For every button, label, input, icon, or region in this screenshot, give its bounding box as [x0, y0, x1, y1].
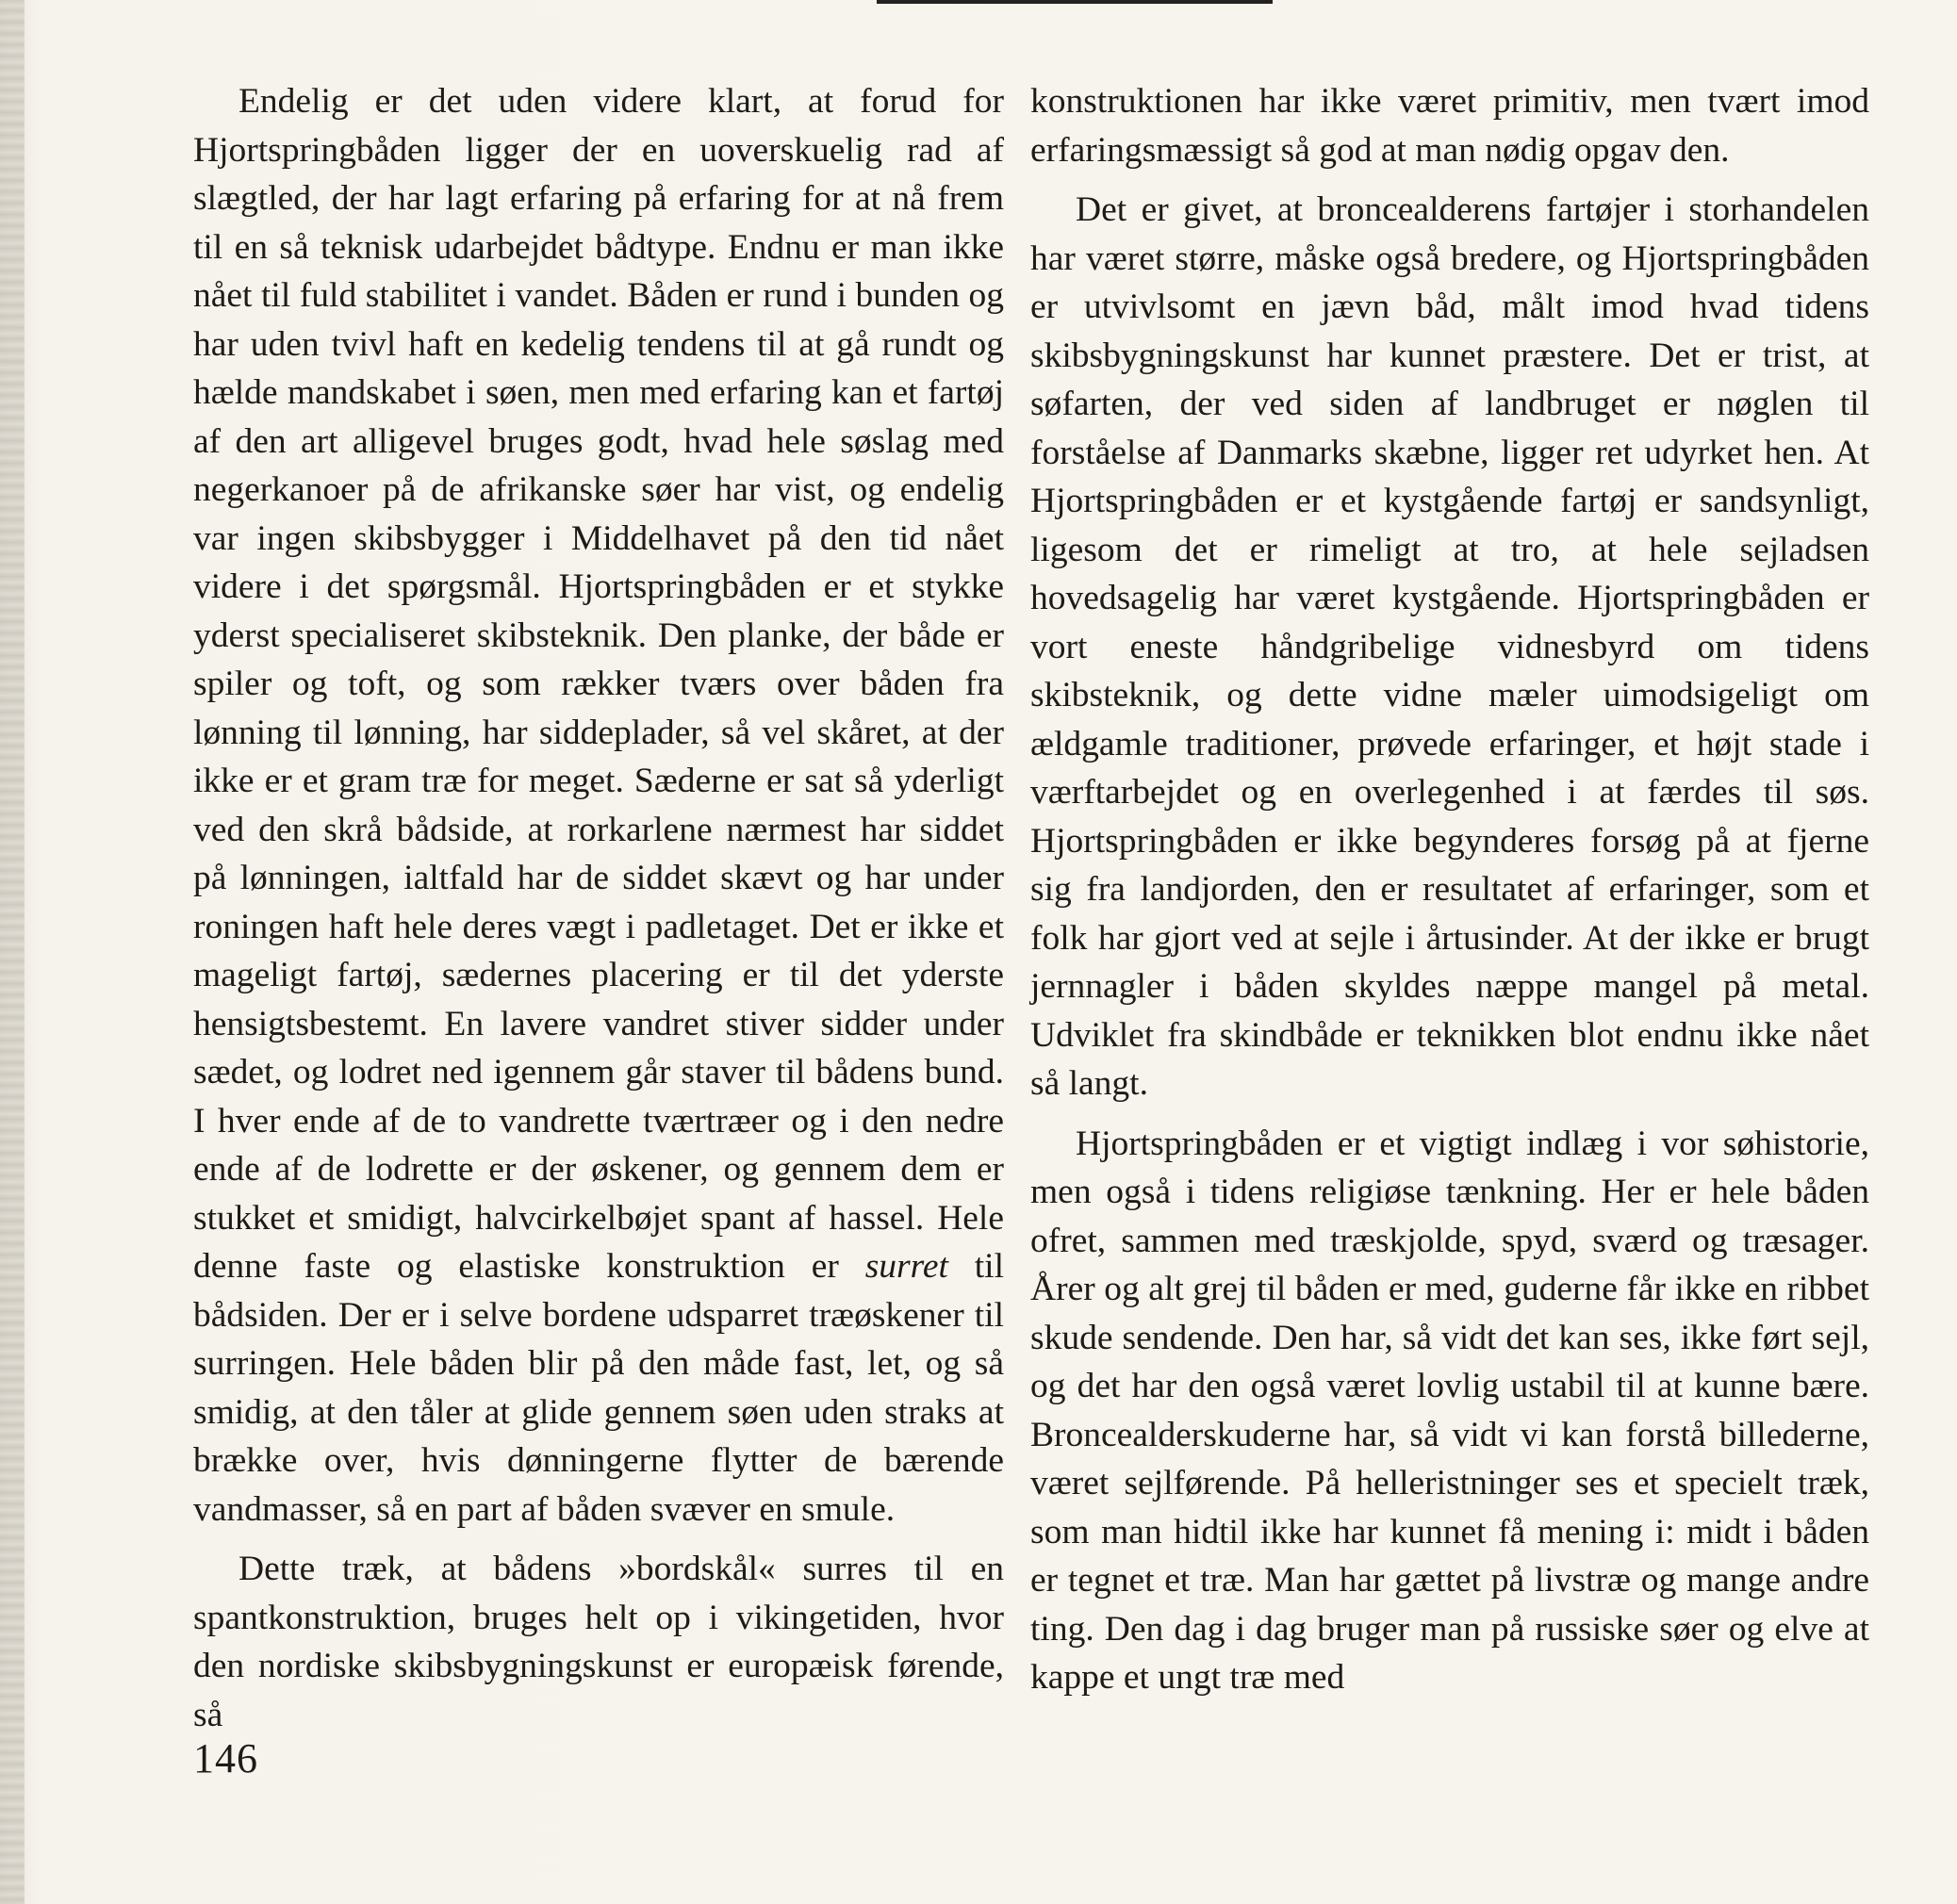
right-paragraph-3: Hjortspringbåden er et vigtigt indlæg i vor søhistorie, men også i tidens religiøse tænkning. Her er hele båden ofret, sammen med træskjolde, spyd, sværd og træsager. Årer og alt grej til båden er med, guderne får ikke en ribbet skude sendende. Den har, så vidt det kan ses, ikke ført sejl, og det har den også været lovlig ustabil til at kunne bære. Broncealderskuderne har, så vidt vi kan forstå billederne, været sejlførende. På helleristninger ses et specielt træk, som man hidtil ikke har kunnet få mening i: midt i båden er tegnet et træ. Man har gættet på livstræ og mange andre ting. Den dag i dag bruger man på russiske søer og elve at kappe et ungt træ med	[1030, 1124, 1869, 1697]
italic-word-surret: surret	[864, 1247, 948, 1286]
page-number: 146	[193, 1735, 258, 1781]
right-text-column	[1030, 77, 1869, 1702]
right-paragraph-1: konstruktionen har ikke været primitiv, men tvært imod erfaringsmæssigt så god at man nødig opgav den.	[1030, 82, 1869, 170]
left-paragraph-1-text: Endelig er det uden videre klart, at forud for Hjortspringbåden ligger der en uoverskuelig rad af slægtled, der har lagt erfaring på erfaring for at nå frem til en så teknisk udarbejdet bådtype. Endnu er man ikke nået til fuld stabilitet i vandet. Båden er rund i bunden og har uden tvivl haft en kedelig tendens til at gå rundt og hælde mandskabet i søen, men med erfaring kan et fartøj af den art alligevel bruges godt, hvad hele søslag med negerkanoer på de afrikanske søer har vist, og endelig var ingen skibsbygger i Middelhavet på den tid nået videre i det spørgsmål. Hjortspringbåden er et stykke yderst specialiseret skibsteknik. Den planke, der både er spiler og toft, og som rækker tværs over båden fra lønning til lønning, har siddeplader, så vel skåret, at der ikke er et gram træ for meget. Sæderne er sat så yderligt ved den skrå bådside, at rorkarlene nærmest har siddet på lønningen, ialtfald har de siddet skævt og har under roningen haft hele deres vægt i padletaget. Det er ikke et mageligt fartøj, sædernes placering er til det yderste hensigtsbestemt. En lavere vandret stiver sidder under sædet, og lodret ned igennem går staver til bådens bund. I hver ende af de to vandrette tværtræer og i den nedre ende af de lodrette er der øskener, og gennem dem er stukket et smidigt, halvcirkelbøjet spant af hassel. Hele denne faste og elastiske konstruktion er	[193, 82, 1004, 1286]
left-paragraph-1	[193, 77, 1004, 1534]
left-text-column	[193, 77, 1004, 1739]
left-paragraph-1-tail: til bådsiden. Der er i selve bordene udsparret træøskener til surringen. Hele båden blir på den måde fast, let, og så smidig, at den tåler at glide gennem søen uden straks at brække over, hvis dønningerne flytter de bærende vandmasser, så en part af båden svæver en smule.	[193, 1247, 1005, 1529]
left-paragraph-2: Dette træk, at bådens »bordskål« surres til en spantkonstruktion, bruges helt op i vikingetiden, hvor den nordiske skibsbygningskunst er europæisk førende, så	[193, 1550, 1004, 1734]
right-paragraph-2: Det er givet, at broncealderens fartøjer i storhandelen har været større, måske også bredere, og Hjortspringbåden er utvivlsomt en jævn båd, målt imod hvad tidens skibsbygningskunst har kunnet præstere. Det er trist, at søfarten, der ved siden af landbruget er nøglen til forståelse af Danmarks skæbne, ligger ret udyrket hen. At Hjortspringbåden er et kystgående fartøj er sandsynligt, ligesom det er rimeligt at tro, at hele sejladsen hovedsagelig har været kystgående. Hjortspringbåden er vort eneste håndgribelige vidnesbyrd om tidens skibsteknik, og dette vidne mæler uimodsigeligt om ældgamle traditioner, prøvede erfaringer, et højt stade i værftarbejdet og en overlegenhed i at færdes til søs. Hjortspringbåden er ikke begynderes forsøg på at fjerne sig fra landjorden, den er resultatet af erfaringer, som et folk har gjort ved at sejle i årtusinder. At der ikke er brugt jernnagler i båden skyldes næppe mangel på metal. Udviklet fra skindbåde er teknikken blot endnu ikke nået så langt.	[1030, 190, 1869, 1103]
book-binding-edge	[0, 0, 25, 1904]
top-rule	[877, 0, 1273, 4]
